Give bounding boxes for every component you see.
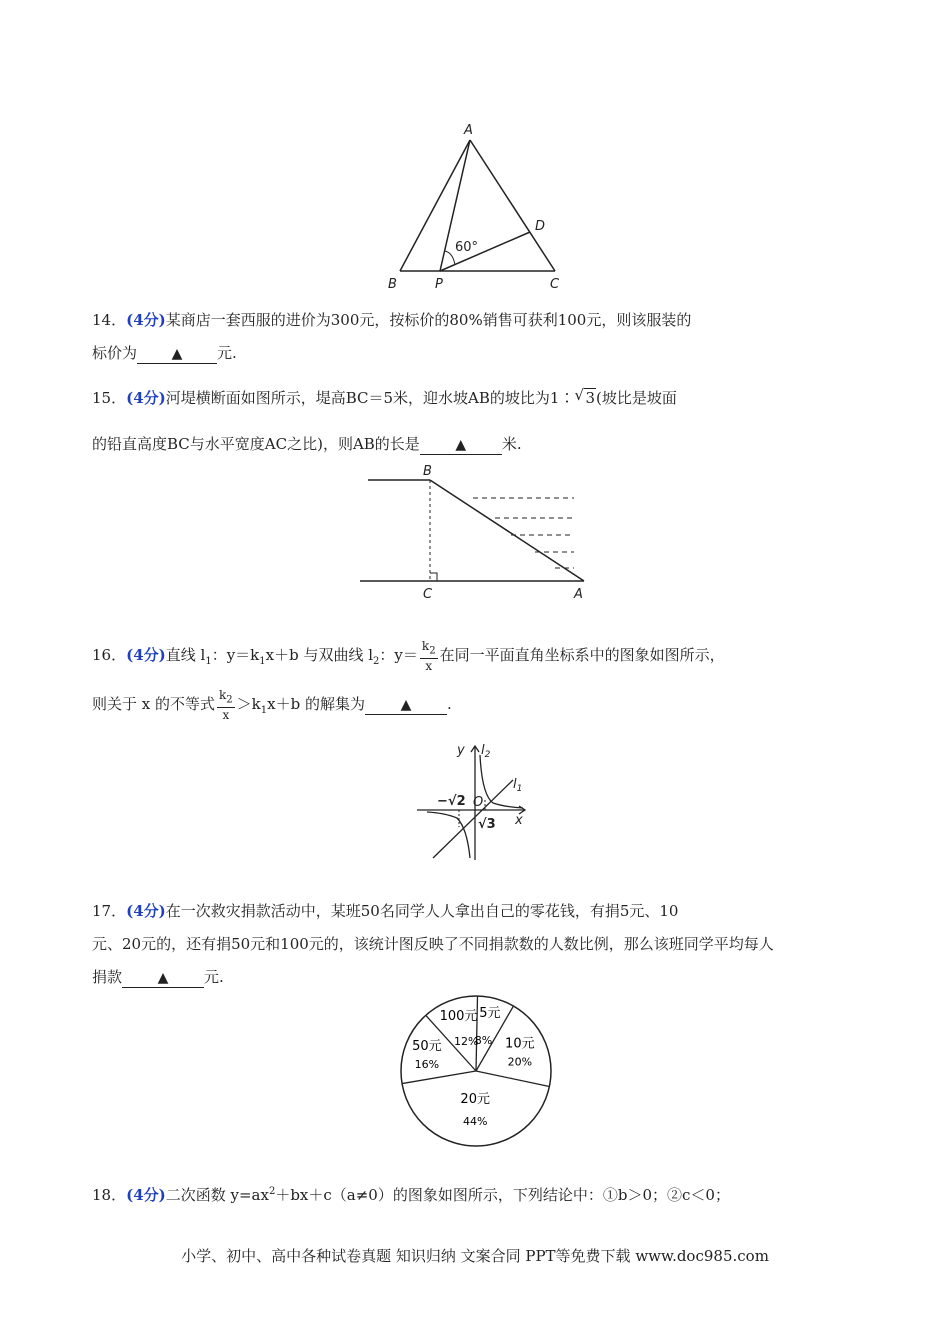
q16-text1e: 在同一平面直角坐标系中的图象如图所示， [439, 646, 725, 664]
page-footer: 小学、初中、高中各种试卷真题 知识归纳 文案合同 PPT等免费下载 www.doc985.com [181, 1247, 769, 1265]
pie-pct-2: 44% [462, 1114, 488, 1128]
q16-score: (4分) [126, 646, 166, 664]
sub: 1 [260, 705, 268, 716]
label-B: B [423, 464, 432, 479]
q16-text2d: . [446, 695, 452, 713]
q14-text2b: 元. [217, 344, 237, 362]
q15-line1 [92, 388, 677, 408]
root3-label: √3 [478, 817, 496, 832]
q16-line2 [92, 686, 452, 722]
label-A: A [574, 587, 583, 602]
q16-text1a: 直线 l [165, 646, 206, 664]
sub: 1 [205, 656, 212, 667]
neg-root2-label: −√2 [437, 794, 466, 809]
axis-x-label: x [515, 813, 523, 828]
label-A: A [464, 123, 473, 138]
q16-text1d: ：y＝ [379, 646, 418, 664]
q16-number: 16． [92, 646, 127, 664]
q14-line2 [92, 343, 237, 364]
q16-answer-blank[interactable] [365, 695, 447, 715]
q14-line1 [92, 310, 691, 330]
blank-marker: ▲ [157, 970, 169, 986]
pie-pct-1: 20% [507, 1055, 533, 1069]
q15-text2a: 的铅直高度BC与水平宽度AC之比)，则AB的长是 [92, 435, 420, 453]
q17-line1 [92, 901, 678, 921]
q16-text2a: 则关于 x 的不等式 [92, 695, 215, 713]
q16-text1c: x＋b 与双曲线 l [265, 646, 374, 664]
axis-y-label: y [457, 743, 465, 758]
q18-line1 [92, 1182, 730, 1205]
label-C: C [550, 277, 560, 292]
pie-label-3: 50元 [412, 1038, 442, 1054]
l1-label: $l_1$ [513, 777, 523, 794]
q18-score: (4分) [126, 1186, 166, 1204]
label-B: B [388, 277, 397, 292]
pie-slice-boundary [476, 1071, 549, 1087]
q18-text1a: 二次函数 y=ax [165, 1186, 269, 1204]
label-P: P [435, 277, 443, 292]
q14-number: 14． [92, 311, 127, 329]
q17-text3a: 捐款 [92, 968, 123, 986]
function-graph-figure [415, 740, 535, 865]
pie-pct-3: 16% [414, 1057, 440, 1071]
q15-text1b: (坡比是坡面 [596, 389, 677, 407]
pie-label-0: 5元 [479, 1005, 501, 1021]
q14-text1: 某商店一套西服的进价为300元，按标价的80%销售可获利100元，则该服装的 [165, 311, 692, 329]
label-D: D [535, 219, 546, 234]
q16-line1 [92, 637, 725, 673]
q15-text1a: 河堤横断面如图所示，堤高BC＝5米，迎水坡AB的坡比为1∶ [165, 389, 575, 407]
q17-line2 [92, 934, 774, 954]
q18-number: 18． [92, 1186, 127, 1204]
l2-label: $l_2$ [481, 743, 491, 760]
origin-label: O [473, 795, 484, 810]
pie-slice-boundary [402, 1071, 476, 1084]
pie-label-1: 10元 [505, 1036, 535, 1052]
q14-answer-blank[interactable] [137, 344, 217, 364]
q15-answer-blank[interactable] [420, 435, 502, 455]
q15-text2b: 米. [501, 435, 522, 453]
q14-score: (4分) [126, 311, 166, 329]
q16-text2c: x＋b 的解集为 [267, 695, 365, 713]
q17-number: 17． [92, 902, 127, 920]
sup: 2 [268, 1186, 276, 1197]
donation-pie-chart [398, 993, 558, 1153]
q17-answer-blank[interactable] [122, 968, 204, 988]
blank-marker: ▲ [400, 697, 412, 713]
pie-label-2: 20元 [460, 1091, 490, 1107]
pie-pct-4: 12% [453, 1034, 479, 1048]
q15-line2 [92, 434, 522, 455]
q15-score: (4分) [126, 389, 166, 407]
label-C: C [423, 587, 433, 602]
q17-text1: 在一次救灾捐款活动中，某班50名同学人人拿出自己的零花钱，有捐5元、10 [165, 902, 679, 920]
angle-label: 60° [455, 240, 479, 255]
q15-number: 15． [92, 389, 127, 407]
q17-line3 [92, 967, 224, 988]
fraction-k2-over-x: $\frac{k_2}{x}$ [421, 638, 436, 674]
sqrt-3: √ 3 [574, 386, 596, 407]
q16-text1b: ：y＝k [211, 646, 260, 664]
dam-figure [360, 460, 590, 605]
blank-marker: ▲ [171, 346, 183, 362]
fraction-k2-over-x: $\frac{k_2}{x}$ [219, 687, 233, 723]
pie-pct-0: 8% [474, 1034, 493, 1048]
triangle-figure [385, 120, 575, 295]
q16-text2b: ＞k [236, 695, 261, 713]
blank-marker: ▲ [455, 437, 467, 453]
q17-score: (4分) [126, 902, 166, 920]
q17-text3b: 元. [204, 968, 224, 986]
q17-text2: 元、20元的，还有捐50元和100元的，该统计图反映了不同捐款数的人数比例，那么该班同学平均每人 [92, 935, 774, 953]
sub: 2 [373, 656, 380, 667]
sub: 1 [259, 656, 266, 667]
pie-label-4: 100元 [439, 1009, 478, 1025]
q14-text2a: 标价为 [92, 344, 138, 362]
q18-text1b: ＋bx＋c（a≠0）的图象如图所示，下列结论中：①b＞0；②c＜0； [275, 1186, 730, 1204]
